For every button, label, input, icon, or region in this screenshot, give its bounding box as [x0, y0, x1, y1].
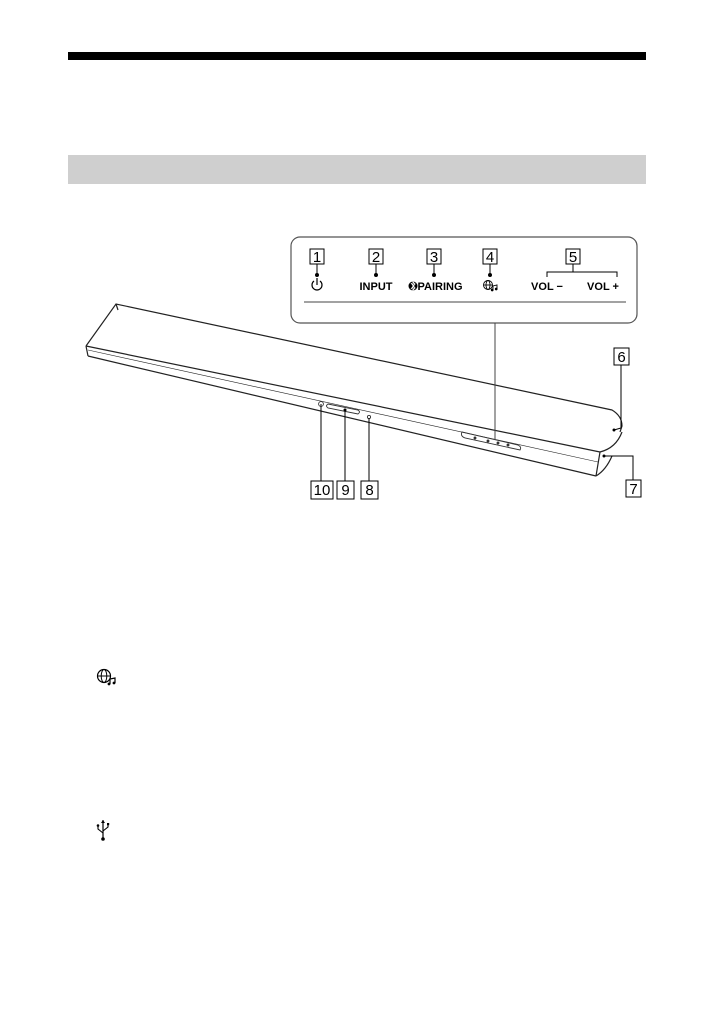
callout-9: 9: [341, 482, 350, 499]
input-label: INPUT: [359, 281, 393, 293]
callout-1: 1: [312, 249, 322, 266]
control-panel-callout: [291, 237, 637, 323]
soundbar-body: [86, 304, 622, 476]
front-control-strip: [461, 432, 520, 450]
globe-music-icon: [96, 668, 118, 688]
callout-3: 3: [429, 249, 439, 266]
vol-minus-label: VOL −: [531, 281, 563, 293]
callout-8: 8: [365, 482, 374, 499]
vol-plus-label: VOL +: [587, 281, 619, 293]
callout-4: 4: [485, 249, 495, 266]
usb-icon: [96, 818, 110, 842]
callout-7: 7: [629, 481, 638, 498]
callout-5: 5: [568, 249, 578, 266]
callout-10: 10: [313, 482, 331, 499]
bluetooth-icon: [409, 282, 418, 291]
callout-2: 2: [371, 249, 381, 266]
pairing-label: PAIRING: [417, 281, 463, 293]
callout-6: 6: [617, 349, 626, 366]
display-window: [327, 404, 360, 414]
